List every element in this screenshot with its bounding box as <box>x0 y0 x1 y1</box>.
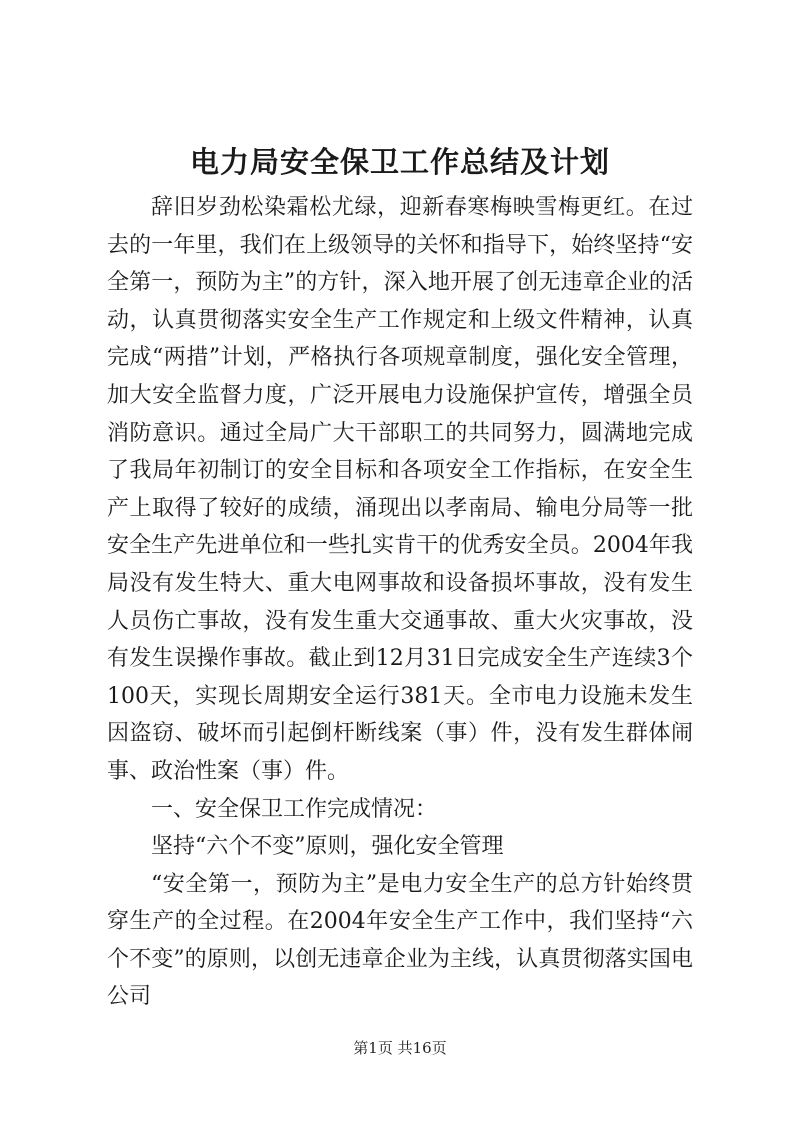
paragraph-intro: 辞旧岁劲松染霜松尤绿，迎新春寒梅映雪梅更红。在过去的一年里，我们在上级领导的关怀和指导下，始终坚持“安全第一，预防为主”的方针，深入地开展了创无违章企业的活动，认真贯彻落实安全生产工作规定和上级文件精神，认真完成“两措”计划，严格执行各项规章制度，强化安全管理，加大安全监督力度，广泛开展电力设施保护宣传，增强全员消防意识。通过全局广大干部职工的共同努力，圆满地完成了我局年初制订的安全目标和各项安全工作指标，在安全生产上取得了较好的成绩，涌现出以孝南局、输电分局等一批安全生产先进单位和一些扎实肯干的优秀安全员。2004年我局没有发生特大、重大电网事故和设备损坏事故，没有发生人员伤亡事故，没有发生重大交通事故、重大火灾事故，没有发生误操作事故。截止到12月31日完成安全生产连续3个100天，实现长周期安全运行381天。全市电力设施未发生因盗窃、破坏而引起倒杆断线案（事）件，没有发生群体闹事、政治性案（事）件。 <box>107 195 693 784</box>
section-heading: 一、安全保卫工作完成情况： <box>151 796 438 822</box>
page-number-label: 第1页 共16页 <box>353 1039 447 1057</box>
document-body <box>107 189 693 1016</box>
page-footer <box>0 1038 800 1058</box>
paragraph-principles: “安全第一，预防为主”是电力安全生产的总方针始终贯穿生产的全过程。在2004年安全生产工作中，我们坚持“六个不变”的原则，以创无违章企业为主线，认真贯彻落实国电公司 <box>107 871 693 1010</box>
document-title: 电力局安全保卫工作总结及计划 <box>189 145 610 179</box>
subsection-heading: 坚持“六个不变”原则，强化安全管理 <box>151 834 504 860</box>
